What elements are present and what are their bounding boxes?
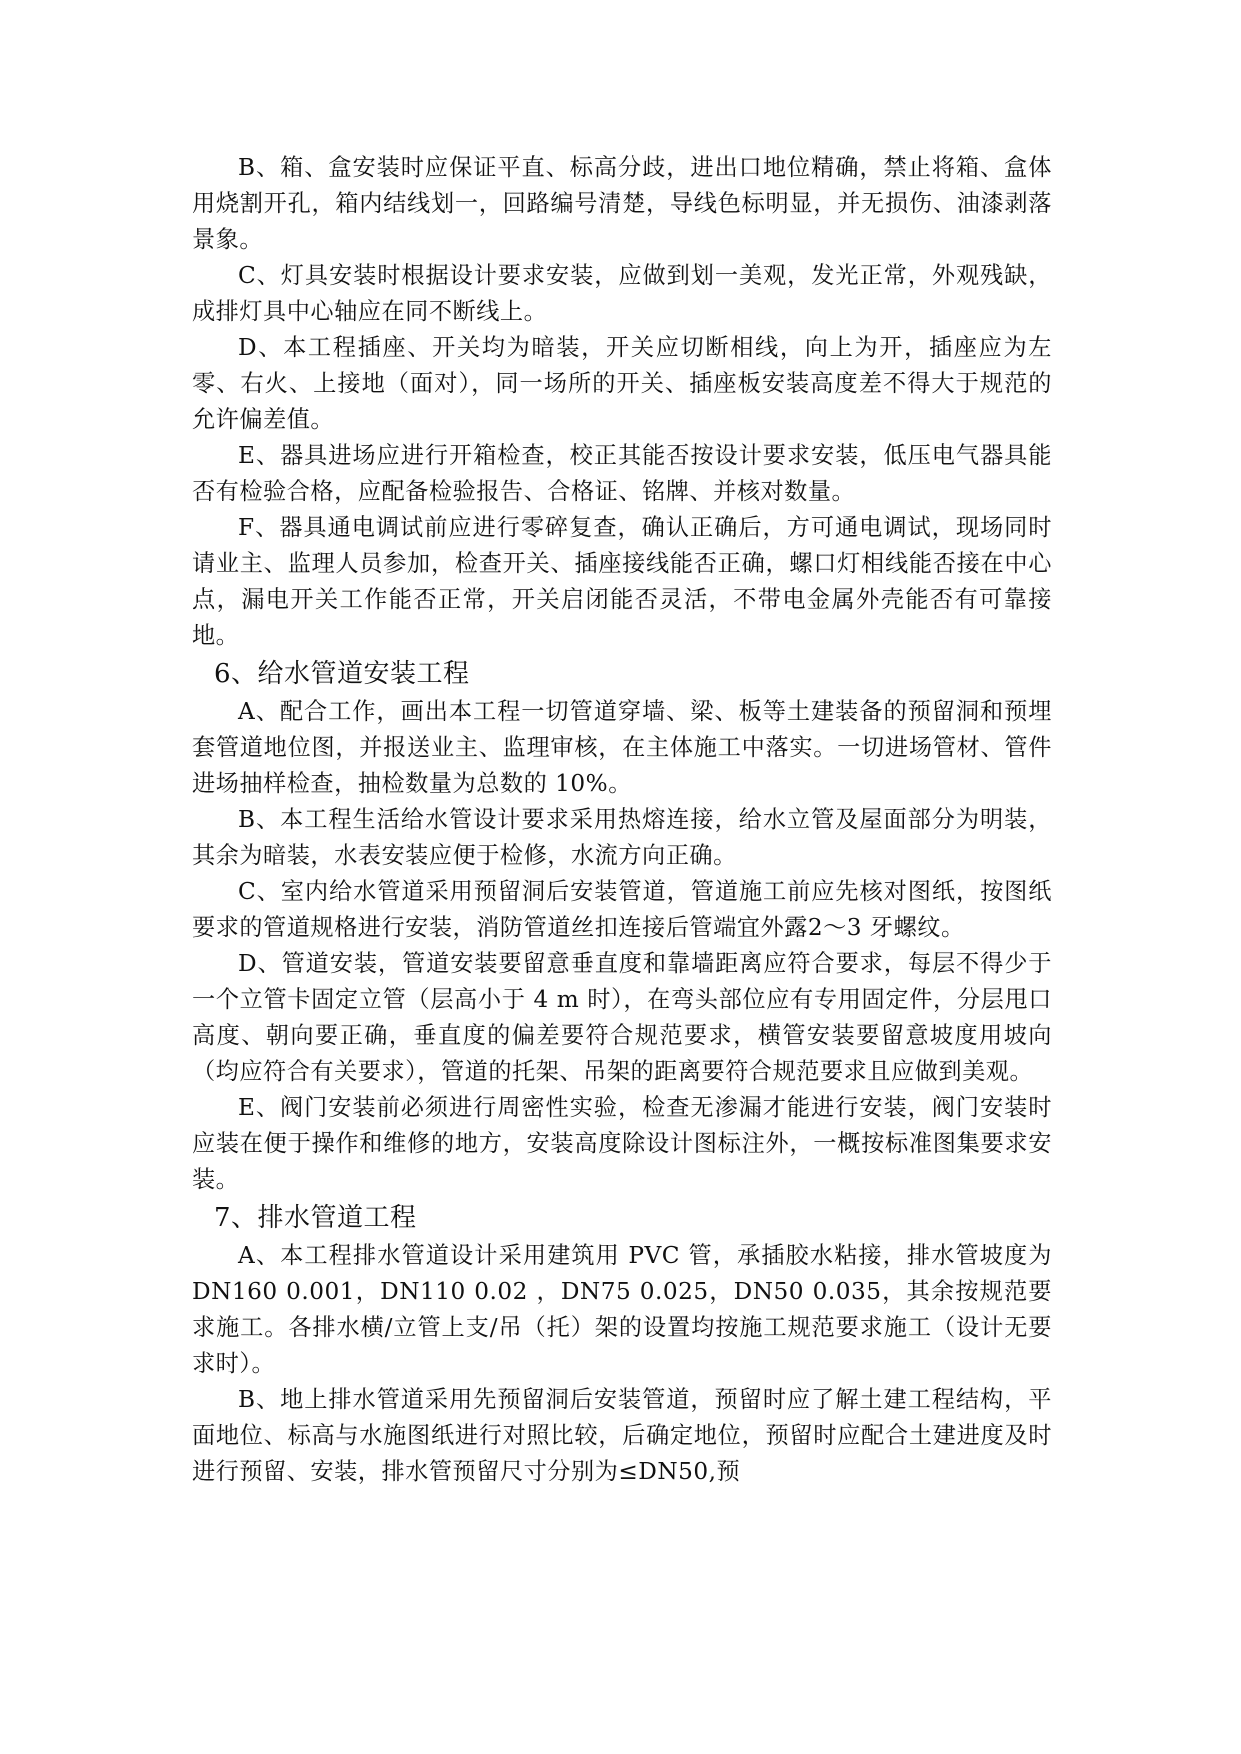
section-heading: 6、给水管道安装工程: [214, 659, 470, 689]
paragraph-item-c: C、灯具安装时根据设计要求安装，应做到划一美观，发光正常，外观残缺，成排灯具中心轴应在同不断线上。: [192, 262, 1052, 325]
section-heading: 7、排水管道工程: [214, 1203, 417, 1233]
section-water-supply: [192, 654, 1052, 1198]
paragraph-item-d: D、管道安装，管道安装要留意垂直度和靠墙距离应符合要求，每层不得少于一个立管卡固定立管（层高小于 4 m 时），在弯头部位应有专用固定件，分层甩口高度、朝向要正确，垂直度的偏差要符合规范要求，横管安装要留意坡度用坡向（均应符合有关要求），管道的托架、吊架的距离要符合规范要求且应做到美观。: [192, 950, 1052, 1085]
paragraph-item-a: A、本工程排水管道设计采用建筑用 PVC 管，承插胶水粘接，排水管坡度为 DN160 0.001，DN110 0.02 ，DN75 0.025，DN50 0.035，其余按规范要求施工。各排水横/立管上支/吊（托）架的设置均按施工规范要求施工（设计无要求时）。: [192, 1242, 1052, 1377]
paragraph-item-c: C、室内给水管道采用预留洞后安装管道，管道施工前应先核对图纸，按图纸要求的管道规格进行安装，消防管道丝扣连接后管端宜外露2～3 牙螺纹。: [192, 878, 1052, 941]
paragraph-item-b: B、地上排水管道采用先预留洞后安装管道，预留时应了解土建工程结构，平面地位、标高与水施图纸进行对照比较，后确定地位，预留时应配合土建进度及时进行预留、安装，排水管预留尺寸分别为≤DN50,预: [192, 1386, 1052, 1485]
paragraph-item-a: A、配合工作，画出本工程一切管道穿墙、梁、板等土建装备的预留洞和预埋套管道地位图，并报送业主、监理审核，在主体施工中落实。一切进场管材、管件进场抽样检查，抽检数量为总数的 10%。: [192, 698, 1052, 797]
paragraph-item-b: B、箱、盒安装时应保证平直、标高分歧，进出口地位精确，禁止将箱、盒体用烧割开孔，箱内结线划一，回路编号清楚，导线色标明显，并无损伤、油漆剥落景象。: [192, 154, 1052, 253]
paragraph-item-f: F、器具通电调试前应进行零碎复查，确认正确后，方可通电调试，现场同时请业主、监理人员参加，检查开关、插座接线能否正确，螺口灯相线能否接在中心点，漏电开关工作能否正常，开关启闭能否灵活，不带电金属外壳能否有可靠接地。: [192, 514, 1052, 649]
paragraph-item-d: D、本工程插座、开关均为暗装，开关应切断相线，向上为开，插座应为左零、右火、上接地（面对），同一场所的开关、插座板安装高度差不得大于规范的允许偏差值。: [192, 334, 1052, 433]
paragraph-item-e: E、器具进场应进行开箱检查，校正其能否按设计要求安装，低压电气器具能否有检验合格，应配备检验报告、合格证、铭牌、并核对数量。: [192, 442, 1052, 505]
section-electrical-fixtures: [192, 150, 1052, 654]
paragraph-item-b: B、本工程生活给水管设计要求采用热熔连接，给水立管及屋面部分为明装，其余为暗装，水表安装应便于检修，水流方向正确。: [192, 806, 1052, 869]
paragraph-item-e: E、阀门安装前必须进行周密性实验，检查无渗漏才能进行安装，阀门安装时应装在便于操作和维修的地方，安装高度除设计图标注外，一概按标准图集要求安装。: [192, 1094, 1052, 1193]
section-drainage: [192, 1198, 1052, 1490]
document-page: [192, 150, 1052, 1490]
